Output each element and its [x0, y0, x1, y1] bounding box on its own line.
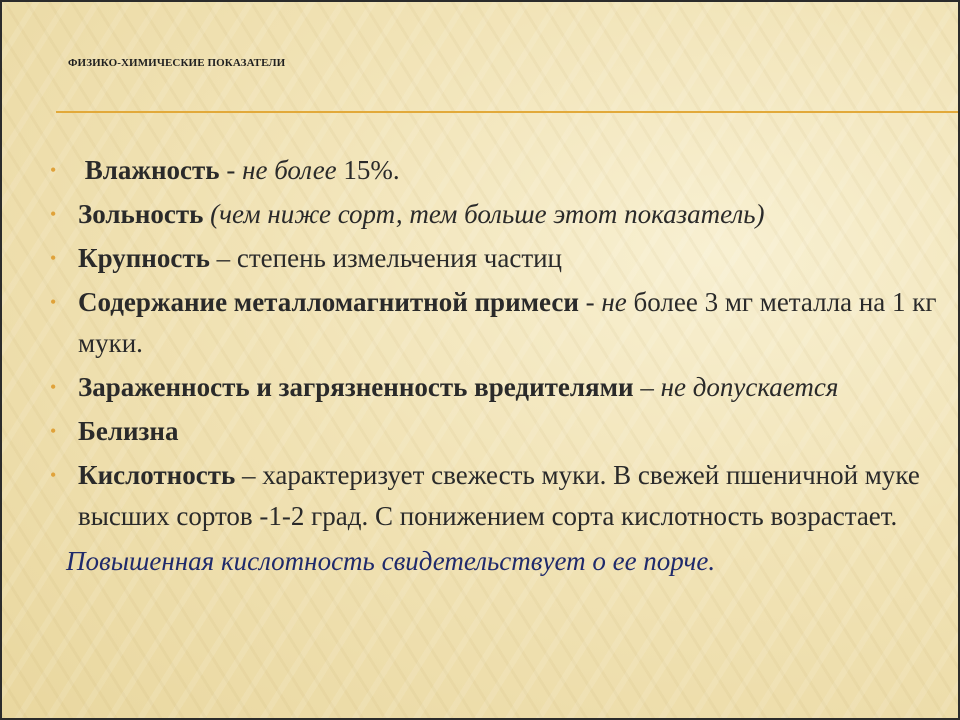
- term-pests: Зараженность и загрязненность вредителями: [78, 372, 634, 402]
- bullet-icon: •: [50, 421, 57, 441]
- list-item-metal-impurity: • Содержание металломагнитной примеси - не более 3 мг металла на 1 кг муки.: [48, 282, 938, 364]
- list-item-moisture: • Влажность - не более 15%.: [48, 150, 938, 191]
- bullet-list: [48, 150, 938, 582]
- term-moisture: Влажность: [84, 155, 220, 185]
- term-ash: Зольность: [78, 199, 204, 229]
- bullet-icon: •: [50, 465, 57, 485]
- title-divider: [56, 111, 958, 113]
- term-whiteness: Белизна: [78, 416, 179, 446]
- list-item-pests: • Зараженность и загрязненность вредителями – не допускается: [48, 367, 938, 408]
- bullet-icon: •: [50, 204, 57, 224]
- acidity-note: Повышенная кислотность свидетельствует о ее порче.: [66, 546, 716, 576]
- slide-title: ФИЗИКО-ХИМИЧЕСКИЕ ПОКАЗАТЕЛИ: [68, 57, 286, 69]
- term-coarseness: Крупность: [78, 243, 210, 273]
- list-item-whiteness: [48, 411, 938, 452]
- term-metal-impurity: Содержание металломагнитной примеси: [78, 287, 579, 317]
- bullet-icon: •: [50, 160, 57, 180]
- list-item-acidity: • Кислотность – характеризует свежесть муки. В свежей пшеничной муке высших сортов -1-2 град. С понижением сорта кислотность возрастает.: [48, 455, 938, 537]
- term-acidity: Кислотность: [78, 460, 236, 490]
- bullet-icon: •: [50, 292, 57, 312]
- list-item-coarseness: • Крупность – степень измельчения частиц: [48, 238, 938, 279]
- list-item-ash: • Зольность (чем ниже сорт, тем больше этот показатель): [48, 194, 938, 235]
- bullet-icon: •: [50, 248, 57, 268]
- bullet-icon: •: [50, 377, 57, 397]
